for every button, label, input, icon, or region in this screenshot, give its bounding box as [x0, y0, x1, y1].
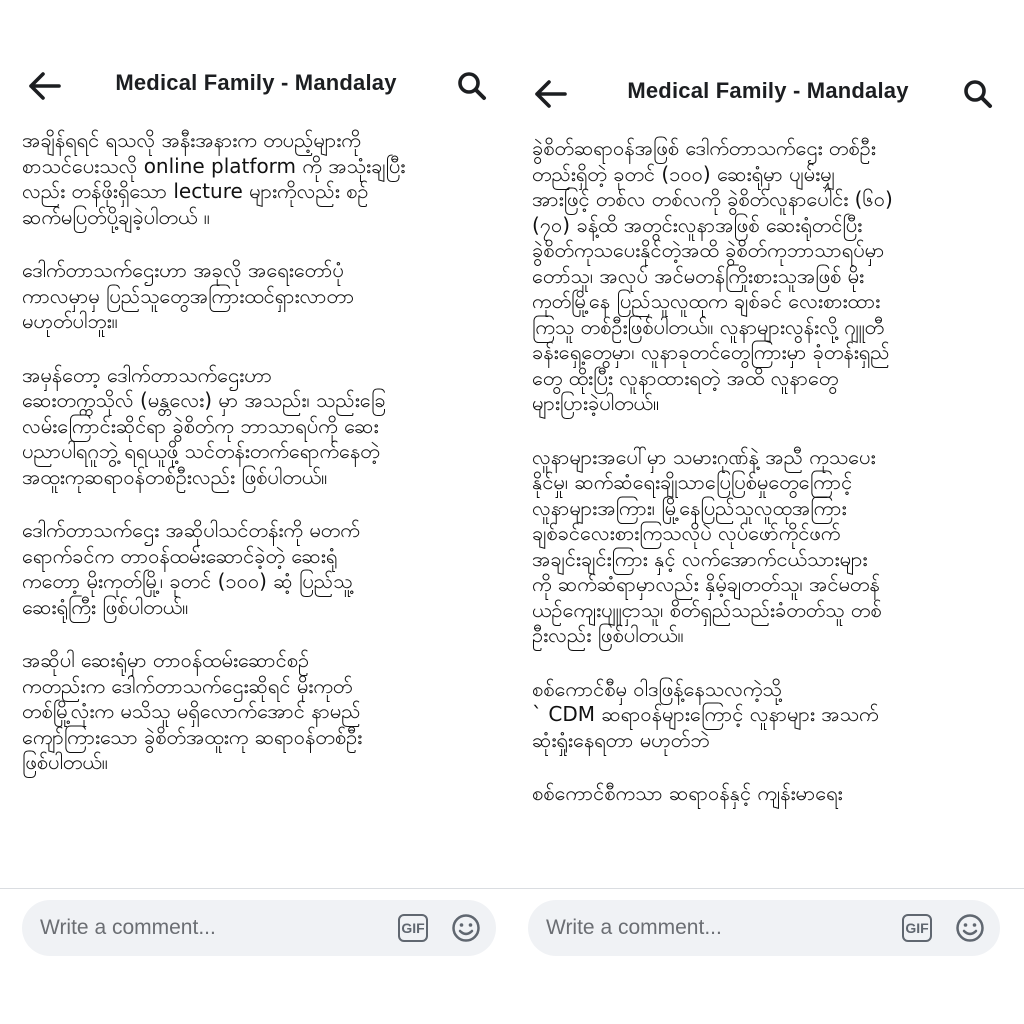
text-line: အချင်းချင်းကြား နှင့် လက်အောက်ငယ်သားများ: [532, 546, 868, 571]
back-button[interactable]: [24, 66, 64, 106]
emoji-icon: [955, 913, 985, 943]
text-line: တော်သူ၊ အလုပ် အင်မတန်ကြိုးစားသူအဖြစ် မိုး: [532, 263, 865, 288]
text-line: ` CDM ဆရာဝန်များကြောင့် လူနာများ အသက်: [532, 702, 879, 726]
text-line: လမ်းကြောင်းဆိုင်ရာ ခွဲစိတ်ကု ဘာသာရပ်ကို ဆေး: [22, 413, 379, 438]
search-icon: [457, 71, 487, 101]
text-line: ဆေးတက္ကသိုလ် (မန္တလေး) မှာ အသည်း၊ သည်းခြေ: [22, 388, 386, 412]
text-line: ယဉ်ကျေးပျူငှာသူ၊ စိတ်ရှည်သည်းခံတတ်သူ တစ်: [532, 597, 882, 622]
post-header: [0, 56, 512, 116]
back-button[interactable]: [530, 74, 570, 114]
gif-icon: GIF: [905, 920, 929, 936]
comment-box: [22, 900, 496, 956]
text-line: တွေ ထိုးပြီး လူနာထားရတဲ့ အထိ လူနာတွေ: [532, 365, 839, 390]
post-paragraph: [22, 258, 494, 335]
text-line: ရောက်ခင်က တာဝန်ထမ်းဆောင်ခဲ့တဲ့ ဆေးရုံ: [22, 543, 338, 568]
text-line: ကို ဆက်ဆံရာမှာလည်း နှိမ့်ချတတ်သူ၊ အင်မတန်: [532, 572, 880, 596]
right-screenshot: [512, 0, 1024, 1024]
text-line: များပြားခဲ့ပါတယ်။: [532, 391, 660, 415]
post-paragraph: [532, 445, 1002, 649]
text-line: ဒေါက်တာသက်ဌေး အဆိုပါသင်တန်းကို မတက်: [22, 518, 360, 542]
text-line: စစ်ကောင်စီကသာ ဆရာဝန်နှင့် ကျန်းမာရေး: [532, 781, 843, 805]
text-line: လူနာများအကြား၊ မြို့နေပြည်သူလူထုအကြား: [532, 495, 847, 520]
post-paragraph: [22, 128, 494, 230]
text-line: ဆေးရုံကြီး ဖြစ်ပါတယ်။: [22, 594, 189, 619]
emoji-icon: [451, 913, 481, 943]
text-line: ကုတ်မြို့နေ ပြည်သူလူထုက ချစ်ခင် လေးစားထား: [532, 289, 881, 313]
text-line: လူနာများအပေါ်မှာ သမားဂုဏ်နဲ့ အညီ ကုသပေး: [532, 444, 876, 469]
back-arrow-icon: [27, 71, 61, 101]
comment-box: [528, 900, 1000, 956]
text-line: ဖြစ်ပါတယ်။: [22, 750, 108, 774]
search-icon: [963, 79, 993, 109]
gif-button[interactable]: [902, 914, 932, 942]
text-line: ဒေါက်တာသက်ဌေးဟာ အခုလို အရေးတော်ပုံ: [22, 258, 344, 282]
gif-button[interactable]: [398, 914, 428, 942]
text-line: အဆိုပါ ဆေးရုံမှာ တာဝန်ထမ်းဆောင်စဉ်: [22, 648, 310, 672]
page-title: Medical Family - Mandalay: [115, 70, 397, 95]
post-paragraph: [532, 781, 1002, 807]
text-line: ကတော့ မိုးကုတ်မြို့၊ ခုတင် (၁၀၀) ဆံ့ ပြည်သူ့: [22, 569, 353, 593]
text-line: ကြသူ တစ်ဦးဖြစ်ပါတယ်။ လူနာများလွန်းလို့ ဂျူတီ: [532, 314, 885, 339]
page-title: Medical Family - Mandalay: [627, 78, 909, 103]
text-line: အချိန်ရရင် ရသလို အနီးအနားက တပည့်များကို: [22, 128, 361, 152]
comment-input[interactable]: [528, 899, 902, 957]
post-header: [512, 64, 1024, 124]
text-line: အားဖြင့် တစ်လ တစ်လကို ခွဲစိတ်လူနာပေါင်း (၆၀): [532, 187, 893, 211]
text-line: အထူးကုဆရာဝန်တစ်ဦးလည်း ဖြစ်ပါတယ်။: [22, 464, 328, 489]
text-line: ချစ်ခင်လေးစားကြသလိုပဲ လုပ်ဖော်ကိုင်ဖက်: [532, 521, 841, 545]
search-button[interactable]: [958, 74, 998, 114]
comment-input[interactable]: [22, 899, 398, 957]
text-line: စာသင်ပေးသလို online platform ကို အသုံးချပြီး: [22, 153, 406, 178]
comment-bar: [0, 888, 512, 1024]
text-line: နိုင်မှု၊ ဆက်ဆံရေးချိုသာပြေပြစ်မှုတွေကြောင့်: [532, 470, 853, 494]
text-line: တစ်မြို့လုံးက မသိသူ မရှိလောက်အောင် နာမည်: [22, 699, 361, 723]
text-line: ခန်းရှေ့တွေမှာ၊ လူနာခုတင်တွေကြားမှာ ခုံတန်းရှည်: [532, 340, 890, 364]
back-arrow-icon: [533, 79, 567, 109]
text-line: ကတည်းက ဒေါက်တာသက်ဌေးဆိုရင် မိုးကုတ်: [22, 673, 353, 698]
comment-bar: [512, 888, 1024, 1024]
post-paragraph: [532, 677, 1002, 754]
text-line: မဟုတ်ပါဘူး။: [22, 309, 118, 333]
post-paragraph: [532, 136, 1002, 417]
text-line: အမှန်တော့ ဒေါက်တာသက်ဌေးဟာ: [22, 362, 273, 387]
emoji-button[interactable]: [954, 912, 986, 944]
text-line: ကာလမှာမှ ပြည်သူတွေအကြားထင်ရှားလာတာ: [22, 283, 355, 308]
post-paragraph: [22, 648, 494, 776]
text-line: (၇၀) ခန့်ထိ အတွင်းလူနာအဖြစ် ဆေးရုံတင်ပြီး: [532, 212, 863, 237]
emoji-button[interactable]: [450, 912, 482, 944]
gif-icon: GIF: [401, 920, 425, 936]
text-line: လည်း တန်ဖိုးရှိသော lecture များကိုလည်း စဉ်: [22, 179, 369, 203]
text-line: ကျော်ကြားသော ခွဲစိတ်အထူးကု ဆရာဝန်တစ်ဦး: [22, 724, 363, 749]
text-line: ခွဲစိတ်ကုသပေးနိုင်တဲ့အထိ ခွဲစိတ်ကုဘာသာရပ်မှာ: [532, 238, 885, 262]
post-body: [532, 136, 1002, 835]
text-line: ပညာပါရဂူဘွဲ့ ရရယူဖို့ သင်တန်းတက်ရောက်နေတဲ့: [22, 439, 380, 463]
text-line: ဆုံးရှုံးနေရတာ မဟုတ်ဘဲ: [532, 727, 710, 752]
search-button[interactable]: [452, 66, 492, 106]
text-line: ခွဲစိတ်ဆရာဝန်အဖြစ် ဒေါက်တာသက်ဌေး တစ်ဦး: [532, 136, 876, 160]
post-body: [22, 128, 494, 804]
text-line: ဦးလည်း ဖြစ်ပါတယ်။: [532, 623, 684, 647]
post-paragraph: [22, 518, 494, 620]
text-line: ဆက်မပြတ်ပို့ချခဲ့ပါတယ် ။: [22, 204, 210, 229]
text-line: တည်းရှိတဲ့ ခုတင် (၁၀၀) ဆေးရုံမှာ ပျမ်းမျှ: [532, 161, 836, 186]
text-line: စစ်ကောင်စီမှ ဝါဒဖြန့်နေသလကဲ့သို့: [532, 676, 782, 701]
post-paragraph: [22, 363, 494, 491]
